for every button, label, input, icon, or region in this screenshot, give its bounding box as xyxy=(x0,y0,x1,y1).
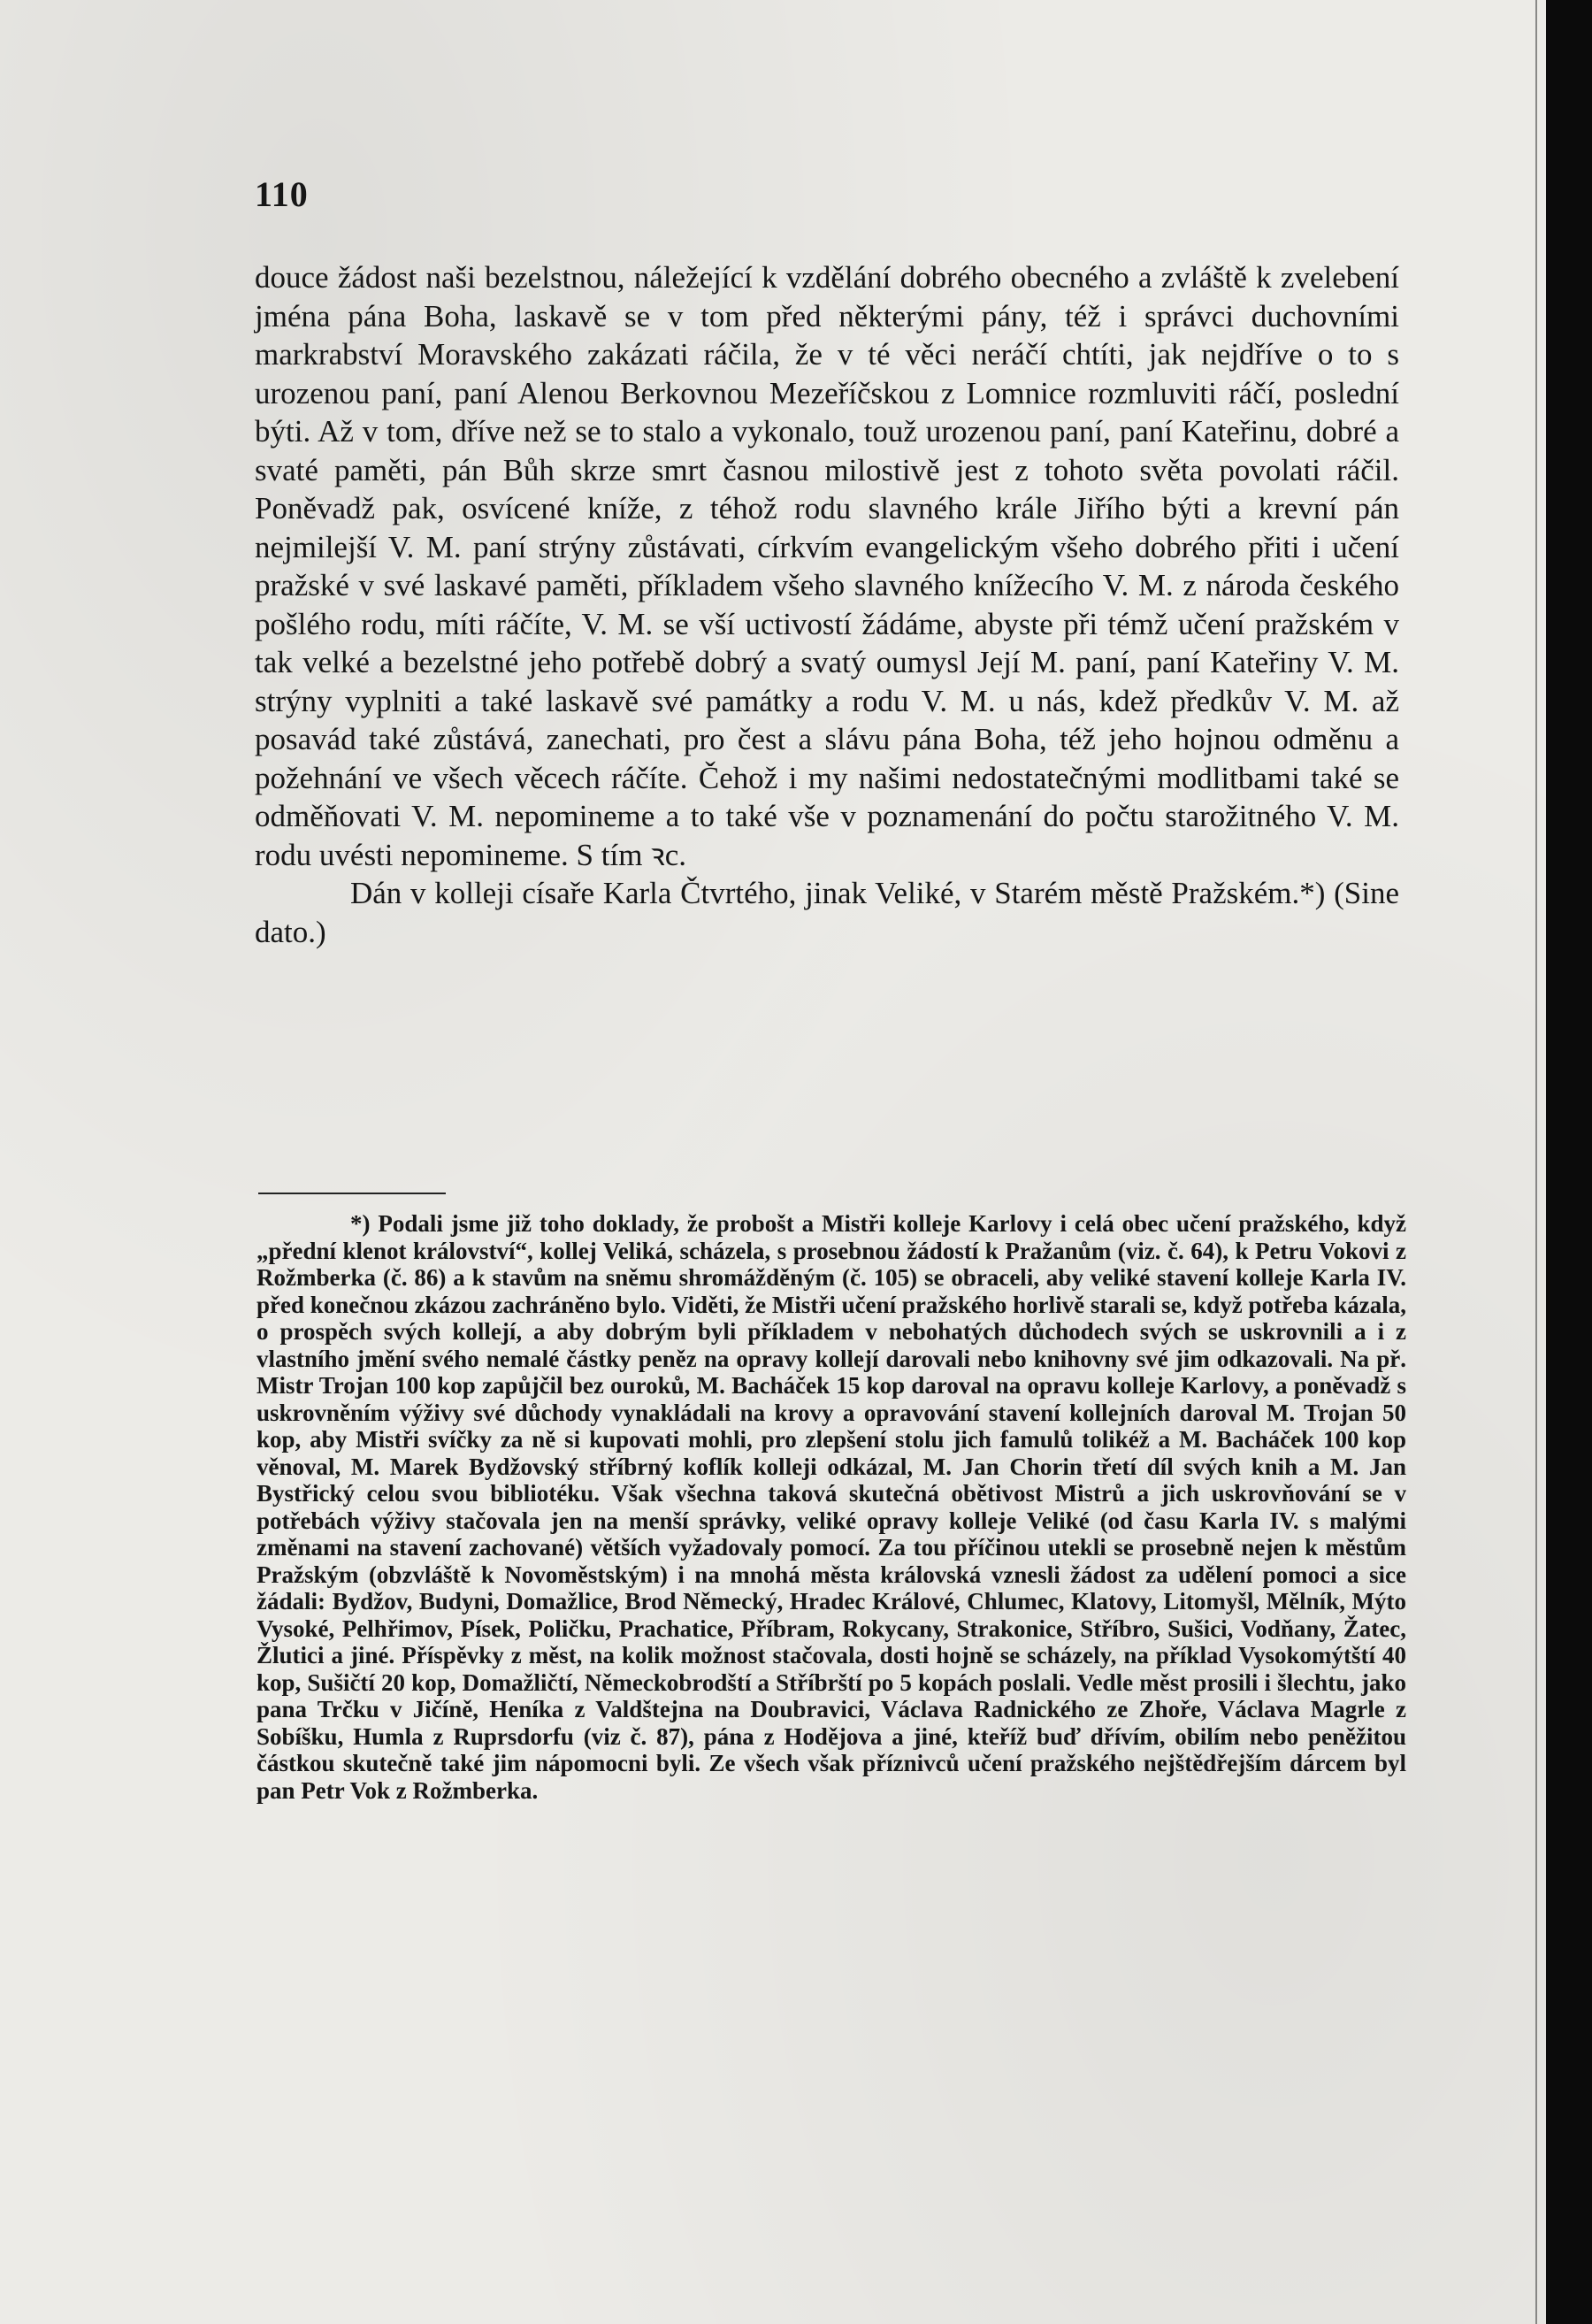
page-number: 110 xyxy=(255,174,309,214)
main-paragraph-1: douce žádost naši bezelstnou, náležející k vzdělání dobrého obecného a zvláště k zvelebení jména pána Boha, laskavě se v tom před některými pány, též i správci duchovními markrabství Moravského zakázati ráčila, že v té věci neráčí chtíti, jak nejdříve o to s urozenou paní, paní Alenou Berkovnou Mezeříčskou z Lomnice rozmluviti ráčí, poslední býti. Až v tom, dříve než se to stalo a vykonalo, touž urozenou paní, paní Kateřinu, dobré a svaté paměti, pán Bůh skrze smrt časnou milostivě jest z tohoto světa povolati ráčil. Poněvadž pak, osvícené kníže, z téhož rodu slavného krále Jiřího býti a krevní pán nejmilejší V. M. paní strýny zůstávati, církvím evangelickým všeho dobrého přiti i učení pražské v své laskavé paměti, příkladem všeho slavného knížecího V. M. z národa českého pošlého rodu, míti ráčíte, V. M. se vší uctivostí žádáme, abyste při témž učení pražském v tak velké a bezelstné jeho potřebě dobrý a svatý oumysl Její M. paní, paní Kateřiny V. M. strýny vyplniti a také laskavě své památky a rodu V. M. u nás, kdež předkův V. M. až posavád také zůstává, zanechati, pro čest a slávu pána Boha, též jeho hojnou odměnu a požehnání ve všech věcech ráčíte. Čehož i my našimi nedostatečnými modlitbami také se odměňovati V. M. nepomineme a to také vše v poznamenání do počtu starožitného V. M. rodu uvésti nepomineme. S tím ꝛc. xyxy=(255,260,1399,872)
footnote-text: *) Podali jsme již toho doklady, že probošt a Mistři kolleje Karlovy i celá obec učení pražského, když „přední klenot království“, kollej Veliká, scházela, s prosebnou žádostí k Pražanům (viz. č. 64), k Petru Vokovi z Rožmberka (č. 86) a k stavům na sněmu shromážděným (č. 105) se obraceli, aby veliké stavení kolleje Karla IV. před konečnou zkázou zachráněno bylo. Viděti, že Mistři učení pražského horlivě starali se, když potřeba kázala, o prospěch svých kollejí, a aby dobrým byli příkladem v nebohatých důchodech svých se uskrovnili a i z vlastního jmění svého nemalé částky peněz na opravy kollejí darovali nebo knihovny své jim odkazovali. Na př. Mistr Trojan 100 kop zapůjčil bez ouroků, M. Bacháček 15 kop daroval na opravu kolleje Karlovy, a poněvadž s uskrovněním výživy své důchody vynakládali na krovy a opravování stavení kollejních daroval M. Trojan 50 kop, aby Mistři svíčky za ně si kupovati mohli, pro zlepšení stolu jich famulů tolikéž a M. Bacháček 100 kop věnoval, M. Marek Bydžovský stříbrný koflík kolleji odkázal, M. Jan Chorin třetí díl svých knih a M. Jan Bystřický celou svou bibliotéku. Však všechna taková skutečná obětivost Mistrů a jich uskrovňování se v potřebách výživy stačovala jen na menší správky, veliké opravy kolleje Veliké (od času Karla IV. s malými změnami na stavení zachované) větších vyžadovaly pomocí. Za tou příčinou utekli se prosebně nejen k městům Pražským (obzvláště k Novoměstským) i na mnohá města královská vznesli žádost za udělení pomoci a sice žádali: Bydžov, Budyni, Domažlice, Brod Německý, Hradec Králové, Chlumec, Klatovy, Litomyšl, Mělník, Mýto Vysoké, Pelhřimov, Písek, Poličku, Prachatice, Příbram, Rokycany, Strakonice, Stříbro, Sušici, Vodňany, Žatec, Žlutici a jiné. Příspěvky z měst, na kolik možnost stačovala, dosti hojně se scházely, na příklad Vysokomýtští 40 kop, Sušičtí 20 kop, Domažličtí, Německobrodští a Stříbrští po 5 kopách poslali. Vedle měst prosili i šlechtu, jako pana Trčku v Jičíně, Heníka z Valdštejna na Doubravici, Václava Radnického ze Zhoře, Václava Magrle z Sobíšku, Humla z Ruprsdorfu (viz č. 87), pána z Hodějova a jiné, kteříž buď dřívím, obilím nebo peněžitou částkou skutečně také jim nápomocni byli. Ze všech však příznivců učení pražského nejštědřejším dárcem byl pan Petr Vok z Rožmberka. xyxy=(256,1210,1406,1804)
footnote-separator xyxy=(258,1193,446,1194)
scan-edge-border xyxy=(1546,0,1592,2324)
main-paragraph-2: Dán v kolleji císaře Karla Čtvrtého, jinak Veliké, v Starém městě Pražském.*) (Sine dato.) xyxy=(255,876,1399,949)
footnote xyxy=(256,1210,1406,1804)
scan-edge-line xyxy=(1535,0,1537,2324)
main-text xyxy=(255,258,1399,951)
